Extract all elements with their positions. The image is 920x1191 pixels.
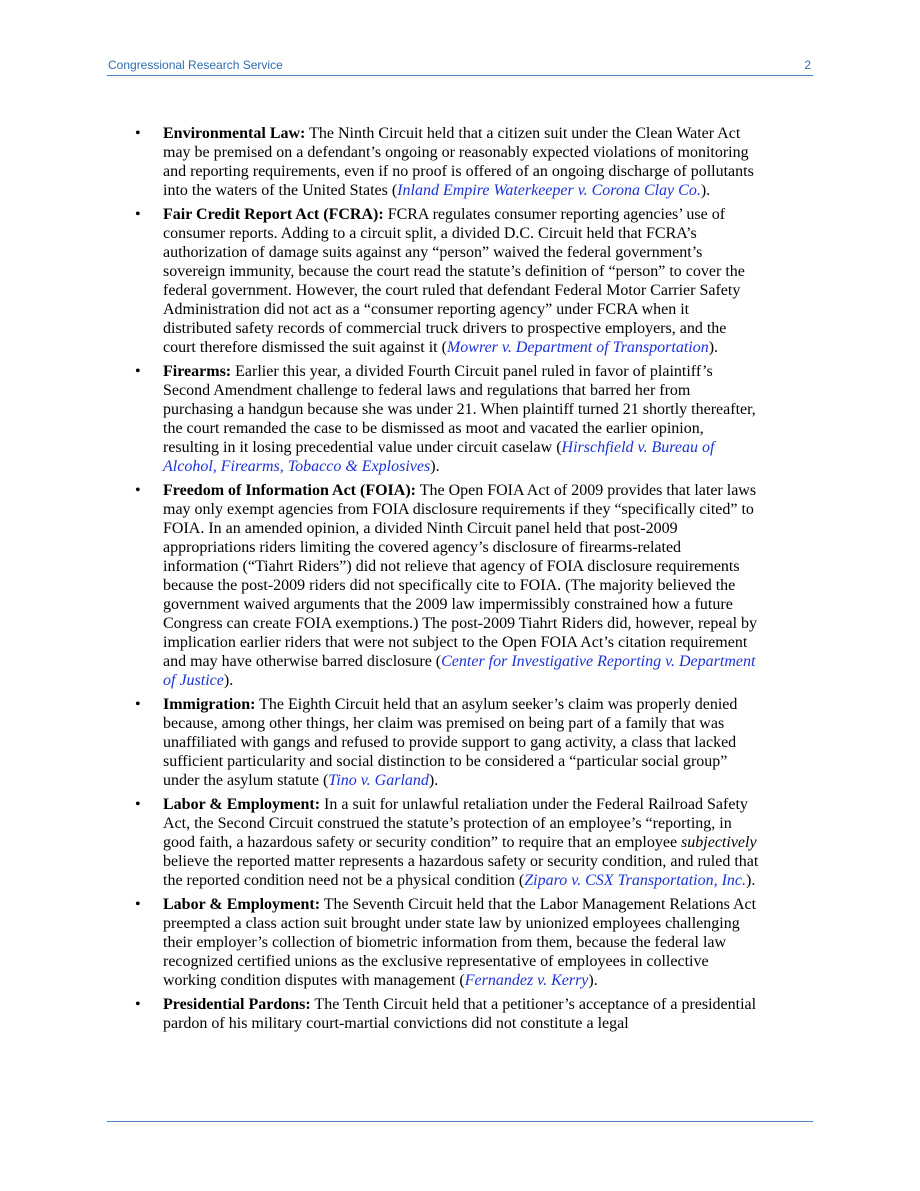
item-text-end: ). — [428, 772, 439, 789]
topic-heading: Presidential Pardons: — [163, 996, 311, 1013]
topic-heading: Labor & Employment: — [163, 796, 321, 813]
item-text-end: ). — [746, 872, 756, 889]
list-item-environmental-law — [135, 124, 760, 200]
case-link[interactable]: Tino v. Garland — [328, 772, 429, 789]
case-link[interactable]: Inland Empire Waterkeeper v. Corona Clay Co. — [397, 182, 701, 199]
item-text: The Ninth Circuit held that a citizen suit under the Clean Water Act may be premised on a defendant’s ongoing or reasonably expected violations of monitoring and reporting requirements, even if no proof is offered of an ongoing discharge of pollutants into the waters of the United States ( — [163, 125, 754, 199]
bullet-icon: • — [135, 796, 141, 813]
item-text-end: ). — [708, 339, 719, 356]
item-text-end: ). — [430, 458, 440, 475]
case-link[interactable]: Fernandez v. Kerry — [464, 972, 589, 989]
emphasis-text: subjectively — [681, 834, 757, 851]
item-text: Earlier this year, a divided Fourth Circuit panel ruled in favor of plaintiff’s Second Amendment challenge to federal laws and regulations that barred her from purchasing a handgun because she was under 21. When plaintiff turned 21 shortly thereafter, the court remanded the case to be dismissed as moot and vacated the earlier opinion, resulting in it losing precedential value under circuit caselaw ( — [163, 363, 756, 456]
item-text: The Tenth Circuit held that a petitioner’s acceptance of a presidential pardon of his military court-martial convictions did not constitute a legal — [163, 996, 757, 1032]
organization-name: Congressional Research Service — [108, 58, 283, 72]
item-text-end: ). — [588, 972, 598, 989]
bullet-icon: • — [135, 125, 141, 142]
item-text-end: ). — [700, 182, 711, 199]
list-item-fcra — [135, 205, 760, 357]
bullet-list — [135, 124, 760, 1038]
item-text: FCRA regulates consumer reporting agencies’ use of consumer reports. Adding to a circuit split, a divided D.C. Circuit held that FCRA’s authorization of damage suits against any “person” waived the federal government’s sovereign immunity, because the court read the statute’s definition of “person” to cover the federal government. However, the court ruled that defendant Federal Motor Carrier Safety Administration did not act as a “consumer reporting agency” under FCRA when it distributed safety records of commercial truck drivers to prospective employers, and the court therefore dismissed the suit against it ( — [163, 206, 745, 356]
topic-heading: Labor & Employment: — [163, 896, 321, 913]
page-header — [107, 57, 813, 76]
bullet-icon: • — [135, 363, 141, 380]
topic-heading: Fair Credit Report Act (FCRA): — [163, 206, 384, 223]
bullet-icon: • — [135, 896, 141, 913]
list-item-firearms — [135, 362, 760, 476]
case-link[interactable]: Ziparo v. CSX Transportation, Inc. — [524, 872, 747, 889]
bullet-icon: • — [135, 482, 141, 499]
item-text-end: ). — [223, 672, 234, 689]
bullet-icon: • — [135, 996, 141, 1013]
item-text: The Open FOIA Act of 2009 provides that later laws may only exempt agencies from FOIA disclosure requirements if they “specifically cited” to FOIA. In an amended opinion, a divided Ninth Circuit panel held that post-2009 appropriations riders limiting the covered agency’s disclosure of firearms-related information (“Tiahrt Riders”) did not relieve that agency of FOIA disclosure requirements because the post-2009 riders did not specifically cite to FOIA. (The majority believed the government waived arguments that the 2009 law impermissibly constrained how a future Congress can create FOIA exemptions.) The post-2009 Tiahrt Riders did, however, repeal by implication earlier riders that were not subject to the Open FOIA Act’s citation requirement and may have otherwise barred disclosure ( — [163, 482, 758, 670]
topic-heading: Immigration: — [163, 696, 256, 713]
topic-heading: Firearms: — [163, 363, 232, 380]
bullet-icon: • — [135, 696, 141, 713]
bullet-icon: • — [135, 206, 141, 223]
item-text: The Eighth Circuit held that an asylum seeker’s claim was properly denied because, among other things, her claim was premised on being part of a family that was unaffiliated with gangs and refused to provide support to gang activity, a class that lacked sufficient particularity and social distinction to be considered a “particular social group” under the asylum statute ( — [163, 696, 738, 789]
topic-heading: Freedom of Information Act (FOIA): — [163, 482, 416, 499]
case-link[interactable]: Center for Investigative Reporting v. Department of Justice — [163, 653, 756, 689]
case-link[interactable]: Mowrer v. Department of Transportation — [446, 339, 709, 356]
list-item-labor-employment-1 — [135, 795, 760, 890]
item-text-continued: believe the reported matter represents a hazardous safety or security condition, and ruled that the reported condition need not be a physical condition ( — [163, 853, 759, 889]
item-text: The Seventh Circuit held that the Labor Management Relations Act preempted a class action suit brought under state law by unionized employees challenging their employer’s collection of biometric information from them, because the federal law recognized certified unions as the exclusive representative of employees in collective working condition disputes with management ( — [163, 896, 757, 989]
case-link[interactable]: Hirschfield v. Bureau of Alcohol, Firearms, Tobacco & Explosives — [163, 439, 715, 475]
list-item-foia — [135, 481, 760, 690]
footer-divider — [107, 1121, 813, 1122]
list-item-presidential-pardons — [135, 995, 760, 1033]
item-text: In a suit for unlawful retaliation under the Federal Railroad Safety Act, the Second Circuit construed the statute’s protection of an employee’s “reporting, in good faith, a hazardous safety or security condition” to require that an employee — [163, 796, 748, 851]
list-item-immigration — [135, 695, 760, 790]
page-number: 2 — [804, 58, 811, 72]
list-item-labor-employment-2 — [135, 895, 760, 990]
topic-heading: Environmental Law: — [163, 125, 306, 142]
